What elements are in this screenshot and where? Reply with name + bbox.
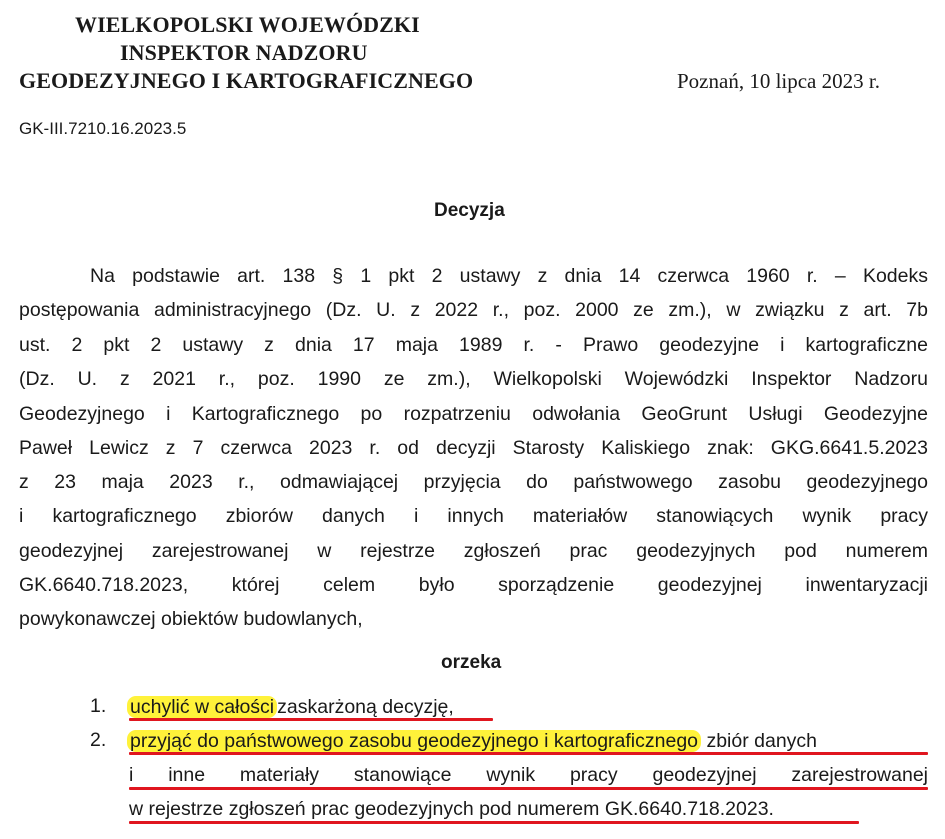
authority-name-line-3: GEODEZYJNEGO I KARTOGRAFICZNEGO: [19, 68, 474, 93]
ruling-heading: orzeka: [441, 652, 502, 673]
paragraph-line: Paweł Lewicz z 7 czerwca 2023 r. od decyzji Starosty Kaliskiego znak: GKG.6641.5.2023: [19, 437, 928, 459]
paragraph-line: geodezyjnej zarejestrowanej w rejestrze zgłoszeń prac geodezyjnych pod numerem: [19, 540, 928, 562]
red-underline: [129, 821, 859, 824]
red-underline: [129, 752, 928, 755]
list-number: 1.: [90, 695, 107, 717]
place-date: Poznań, 10 lipca 2023 r.: [677, 69, 880, 93]
list-number: 2.: [90, 729, 107, 751]
paragraph-line: (Dz. U. z 2021 r., poz. 1990 ze zm.), Wielkopolski Wojewódzki Inspektor Nadzoru: [19, 368, 928, 390]
reference-number: GK-III.7210.16.2023.5: [19, 119, 187, 138]
paragraph-line: ust. 2 pkt 2 ustawy z dnia 17 maja 1989 r. - Prawo geodezyjne i kartograficzne: [19, 334, 928, 356]
red-underline: [129, 787, 928, 790]
authority-name-line-1: WIELKOPOLSKI WOJEWÓDZKI: [75, 12, 420, 37]
ruling-item-1: [127, 695, 454, 719]
paragraph-line: postępowania administracyjnego (Dz. U. z 2022 r., poz. 2000 ze zm.), w związku z art. 7b: [19, 299, 928, 321]
item-text: zaskarżoną decyzję,: [277, 696, 454, 718]
paragraph-line: Na podstawie art. 138 § 1 pkt 2 ustawy z dnia 14 czerwca 1960 r. – Kodeks: [90, 265, 928, 287]
ruling-item-2-line-3: w rejestrze zgłoszeń prac geodezyjnych pod numerem GK.6640.718.2023.: [129, 798, 774, 820]
paragraph-line: powykonawczej obiektów budowlanych,: [19, 608, 363, 630]
highlighted-text: uchylić w całości: [127, 696, 277, 718]
red-underline: [129, 718, 493, 721]
paragraph-line: z 23 maja 2023 r., odmawiającej przyjęcia do państwowego zasobu geodezyjnego: [19, 471, 928, 493]
authority-name-line-2: INSPEKTOR NADZORU: [120, 40, 368, 65]
paragraph-line: GK.6640.718.2023, której celem było sporządzenie geodezyjnej inwentaryzacji: [19, 574, 928, 596]
ruling-item-2: [127, 729, 928, 753]
item-text: zbiór danych: [706, 730, 818, 752]
highlighted-text: przyjąć do państwowego zasobu geodezyjnego i kartograficznego: [127, 730, 701, 752]
ruling-item-2-line-2: i inne materiały stanowiące wynik pracy geodezyjnej zarejestrowanej: [129, 764, 928, 786]
paragraph-line: i kartograficznego zbiorów danych i innych materiałów stanowiących wynik pracy: [19, 505, 928, 527]
document-title: Decyzja: [434, 200, 505, 221]
paragraph-line: Geodezyjnego i Kartograficznego po rozpatrzeniu odwołania GeoGrunt Usługi Geodezyjne: [19, 403, 928, 425]
